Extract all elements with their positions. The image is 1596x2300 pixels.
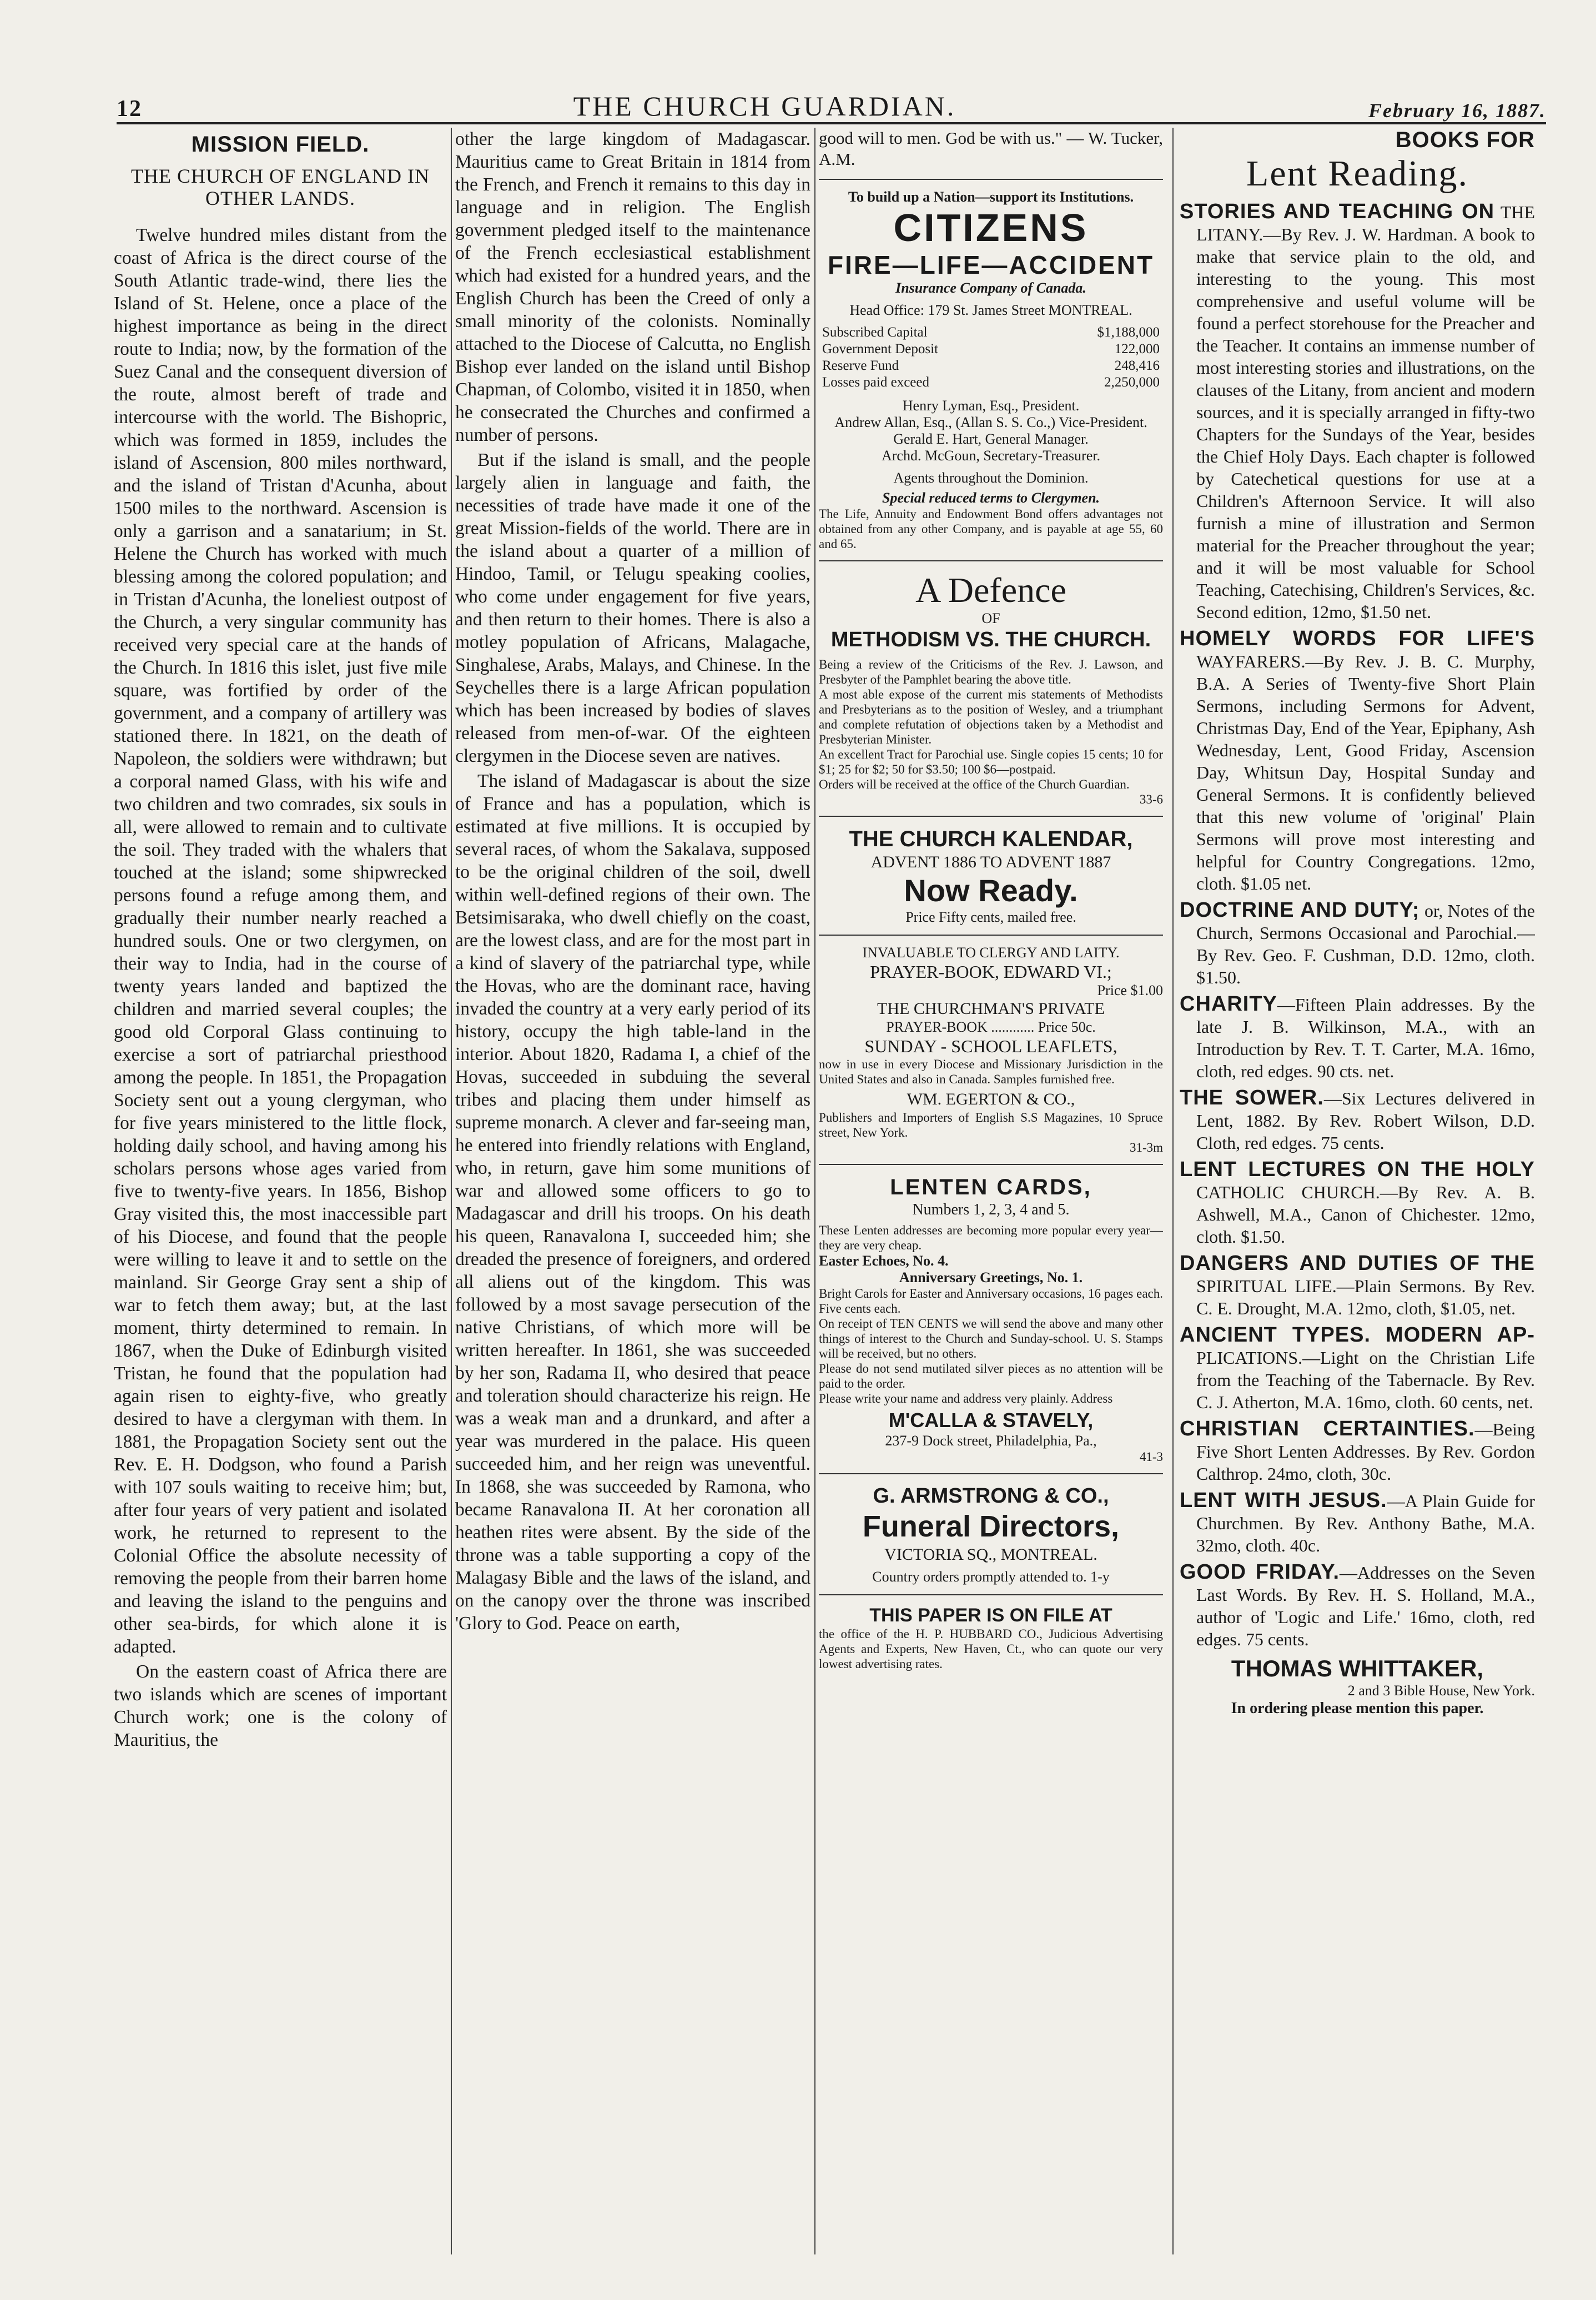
ad-company: Insurance Company of Canada. xyxy=(895,280,1086,296)
article-paragraph: other the large kingdom of Madagascar. Mauritius came to Great Britain in 1814 from the French, and French it remains to this day in language and in religion. The English government pledged itself to the maintenance of the French ecclesiastical establishment which had existed for a hundred years, and the English Church has been the Creed of only a small minority of the colonists. Nominally attached to the Diocese of Calcutta, no English Bishop ever landed on the island until Bishop Chapman, of Colombo, visited it in 1850, when he consecrated the Churches and confirmed a number of persons. xyxy=(455,129,810,445)
ad-firm: G. ARMSTRONG & CO., xyxy=(873,1484,1109,1508)
book-entry xyxy=(1180,1418,1535,1485)
book-title: CHARITY xyxy=(1180,992,1277,1016)
book-entry xyxy=(1180,1561,1535,1650)
ad-line: SUNDAY - SCHOOL LEAFLETS, xyxy=(864,1036,1117,1056)
ad-firm: M'CALLA & STAVELY, xyxy=(888,1409,1094,1432)
divider xyxy=(819,816,1163,817)
figure-label: Losses paid exceed xyxy=(822,375,929,390)
ad-officer: Henry Lyman, Esq., President. xyxy=(902,398,1080,414)
divider xyxy=(819,935,1163,936)
book-title: LENT WITH JESUS. xyxy=(1180,1489,1387,1512)
ad-description: now in use in every Diocese and Missionary Jurisdiction in the United States and also in Canada. Samples furnished free. xyxy=(819,1057,1163,1086)
article-paragraph: But if the island is small, and the people largely alien in language and faith, the necessities of trade have made it one of the great Mission-fields of the world. There are in the island about a quarter of a million of Hindoo, Tamil, or Telugu speaking coolies, who come under engagement for five years, and then return to their homes. There is also a motley population of Africans, Malagache, Singhalese, Arabs, Malays, and Chinese. In the Seychelles there is a large African population which has been increased by bodies of slaves released from men-of-war. Of the eighteen clergymen in the Diocese seven are natives. xyxy=(455,450,810,766)
book-title: STORIES AND TEACHING ON xyxy=(1180,200,1495,223)
book-title: GOOD FRIDAY. xyxy=(1180,1560,1340,1584)
ad-header-small: BOOKS FOR xyxy=(1395,128,1535,152)
ad-description: the office of the H. P. HUBBARD CO., Judicious Advertising Agents and Experts, New Haven, Ct., who can quote our very lowest advertising rates. xyxy=(819,1627,1163,1671)
book-description: SPIRITUAL LIFE.—Plain Sermons. By Rev. C. E. Drought, M.A. 12mo, cloth, $1.05, net. xyxy=(1196,1276,1535,1318)
publisher-address: 2 and 3 Bible House, New York. xyxy=(1347,1683,1535,1699)
ad-line: PRAYER-BOOK, EDWARD VI.; xyxy=(870,962,1112,982)
book-description: PLICATIONS.—Light on the Christian Life from the Teaching of the Tabernacle. By Rev. C. J. Atherton, M.A. 16mo, cloth. 60 cents, net. xyxy=(1196,1348,1535,1412)
book-entry xyxy=(1180,627,1535,895)
ad-price: Price $1.00 xyxy=(1097,982,1163,998)
issue-date: February 16, 1887. xyxy=(1368,99,1546,122)
book-title: ANCIENT TYPES. MODERN AP- xyxy=(1180,1323,1535,1347)
column-article-continued xyxy=(455,128,810,2238)
book-title: DOCTRINE AND DUTY; xyxy=(1180,898,1420,922)
ad-citizens-insurance xyxy=(819,189,1163,551)
book-description: WAYFARERS.—By Rev. J. B. C. Murphy, B.A. A Series of Twenty-five Short Plain Sermons, including Sermons for Advent, Christmas Day, End of the Year, Epiphany, Ash Wednesday, Lent, Good Friday, Ascension Day, Whitsun Day, Hospital Sunday and General Sermons. It is confidently believed that this new volume of 'original' Plain Sermons will prove most interesting and helpful for Country Congregations. 12mo, cloth. $1.05 net. xyxy=(1196,651,1535,893)
ad-description: Publishers and Importers of English S.S Magazines, 10 Spruce street, New York. xyxy=(819,1111,1163,1139)
ad-code: 31-3m xyxy=(1129,1141,1163,1154)
publisher-footer: In ordering please mention this paper. xyxy=(1231,1700,1484,1717)
ad-lines: FIRE—LIFE—ACCIDENT xyxy=(827,250,1155,279)
ad-title: LENTEN CARDS, xyxy=(890,1175,1092,1199)
ad-code: 41-3 xyxy=(1139,1450,1163,1464)
ad-line: Anniversary Greetings, No. 1. xyxy=(899,1269,1083,1285)
ad-description: An excellent Tract for Parochial use. Single copies 15 cents; 10 for $1; 25 for $2; 50 for $3.50; 100 $6—postpaid. xyxy=(819,747,1163,776)
ad-ready: Now Ready. xyxy=(904,873,1078,908)
divider xyxy=(819,1164,1163,1165)
divider xyxy=(819,560,1163,561)
ad-officer: Gerald E. Hart, General Manager. xyxy=(893,431,1089,447)
ad-this-paper xyxy=(819,1604,1163,1671)
ad-title: THE CHURCH KALENDAR, xyxy=(849,827,1133,851)
book-entry xyxy=(1180,1324,1535,1413)
ad-code: 1-y xyxy=(1090,1569,1110,1585)
column-rule xyxy=(814,128,815,2254)
ad-address: VICTORIA SQ., MONTREAL. xyxy=(884,1545,1097,1564)
book-title: LENT LECTURES ON THE HOLY xyxy=(1180,1158,1535,1181)
figure-value: 2,250,000 xyxy=(1104,375,1160,390)
column-rule xyxy=(451,128,452,2254)
ad-figure-row xyxy=(822,374,1160,391)
article-paragraph: Twelve hundred miles distant from the coast of Africa is the direct course of the South Atlantic trade-wind, there lies the Island of St. Helene, once a place of the highest importance as being in the direct route to India; now, by the formation of the Suez Canal and the consequent diversion of the route, almost bereft of trade and intercourse with the world. The Bishopric, which was formed in 1859, includes the island of Ascension, 800 miles northward, and the island of Tristan d'Acunha, about 1500 miles to the northward. Ascension is only a garrison and a sanatarium; in St. Helene the Church has worked with much blessing among the colored population; and in Tristan d'Acunha, the loneliest outpost of the Church, a very singular community has received very special care at the hands of the Church. In 1816 this islet, just five mile square, was fortified by order of the government, and a company of artillery was stationed there. In 1821, on the death of Napoleon, the soldiers were withdrawn; but a corporal named Glass, with his wife and two children and two comrades, six souls in all, were allowed to remain and to cultivate the soil. They traded with the whalers that touched at the island; some shipwrecked persons found a refuge among them, and gradually their number nearly reached a hundred souls. One or two clergymen, on their way to India, had in the course of twenty years landed and baptized the children and married several couples; the good old Corporal Glass continuing to exercise a sort of patriarchal priesthood among the people. In 1851, the Propagation Society sent out a young clergyman, who for five years ministered to the little flock, holding daily school, and having among his scholars persons whose ages varied from five to twenty-five years. In 1856, Bishop Gray visited this, the most inaccessible part of his Diocese, and found that the people were willing to leave it and to settle on the mainland. Sir George Gray sent a ship of war to fetch them away; but, at the last moment, thirty determined to remain. In 1867, when the Duke of Edinburgh visited Tristan, he found that the population had again risen to eighty-five, who greatly desired to have a clergyman with them. In 1881, the Propagation Society sent out the Rev. E. H. Dodgson, who found a Parish with 107 souls waiting to receive him; but, after four years of very patient and isolated work, he returned to represent to the Colonial Office the absolute necessity of removing the people from their barren home and leaving the island to the penguins and other sea-birds, for which alone it is adapted. xyxy=(114,225,447,1657)
article-title: THE CHURCH OF ENGLAND IN OTHER LANDS. xyxy=(131,165,430,209)
ad-description: Orders will be received at the office of the Church Guardian. xyxy=(819,777,1130,791)
divider xyxy=(819,1473,1163,1474)
divider xyxy=(819,1594,1163,1595)
ad-figure-row xyxy=(822,358,1160,374)
column-rule xyxy=(1172,128,1174,2254)
ad-defence-methodism xyxy=(819,570,1163,807)
ad-agents: Agents throughout the Dominion. xyxy=(893,470,1089,486)
ad-firm: WM. EGERTON & CO., xyxy=(907,1090,1075,1108)
column-advertisements xyxy=(819,128,1163,2238)
newspaper-title: THE CHURCH GUARDIAN. xyxy=(573,91,956,122)
book-entry xyxy=(1180,899,1535,988)
ad-lenten-cards xyxy=(819,1174,1163,1464)
ad-description: These Lenten addresses are becoming more popular every year—they are very cheap. xyxy=(819,1223,1163,1252)
ad-church-kalendar xyxy=(819,826,1163,926)
ad-business: Funeral Directors, xyxy=(862,1510,1120,1543)
ad-line: Easter Echoes, No. 4. xyxy=(819,1253,949,1269)
figure-value: 122,000 xyxy=(1114,342,1160,356)
ad-office: Head Office: 179 St. James Street MONTREAL. xyxy=(849,302,1132,318)
ad-line: PRAYER-BOOK ............ Price 50c. xyxy=(886,1019,1096,1035)
ad-address: 237-9 Dock street, Philadelphia, Pa., xyxy=(885,1433,1097,1449)
publisher-name: THOMAS WHITTAKER, xyxy=(1231,1655,1484,1681)
book-description: —Fifteen Plain addresses. By the late J. B. Wilkinson, M.A., with an Introduction by Rev. T. T. Carter, M.A. 16mo, cloth, red edges. 90 cts. net. xyxy=(1196,995,1535,1081)
book-description: —Being Five Short Lenten Addresses. By Rev. Gordon Calthrop. 24mo, cloth, 30c. xyxy=(1196,1419,1535,1484)
ad-officer: Archd. McGoun, Secretary-Treasurer. xyxy=(882,448,1100,464)
ad-line: THE CHURCHMAN'S PRIVATE xyxy=(877,1000,1105,1018)
ad-code: 33-6 xyxy=(1139,792,1163,806)
book-entry xyxy=(1180,1489,1535,1556)
ad-header-big: Lent Reading. xyxy=(1246,153,1468,194)
ad-line: Numbers 1, 2, 3, 4 and 5. xyxy=(912,1201,1070,1218)
page-number: 12 xyxy=(117,96,142,122)
figure-label: Reserve Fund xyxy=(822,358,899,373)
ad-title: A Defence xyxy=(915,570,1066,610)
ad-tagline: To build up a Nation—support its Institutions. xyxy=(848,189,1134,205)
book-title: THE SOWER. xyxy=(1180,1086,1324,1109)
column-mission-field xyxy=(114,128,447,2238)
book-title: HOMELY WORDS FOR LIFE'S xyxy=(1180,627,1535,650)
ad-special-terms: Special reduced terms to Clergymen. xyxy=(882,490,1100,506)
ad-description: Please do not send mutilated silver pieces as no attention will be paid to the order. xyxy=(819,1362,1163,1390)
book-title: DANGERS AND DUTIES OF THE xyxy=(1180,1252,1535,1275)
ad-line: INVALUABLE TO CLERGY AND LAITY. xyxy=(862,945,1120,961)
book-description: —Addresses on the Seven Last Words. By Rev. H. S. Holland, M.A., author of 'Logic and Life.' 16mo, cloth, red edges. 75 cents. xyxy=(1196,1563,1535,1649)
book-description: —A Plain Guide for Churchmen. By Rev. Anthony Bathe, M.A. 32mo, cloth. 40c. xyxy=(1196,1491,1535,1555)
figure-value: 248,416 xyxy=(1114,358,1160,373)
book-entry xyxy=(1180,1087,1535,1154)
article-paragraph: The island of Madagascar is about the size of France and has a population, which is estimated at five millions. It is occupied by several races, of whom the Sakalava, supposed to be the original children of the soil, dwell within well-defined regions of their own. The Betsimisaraka, who dwell chiefly on the coast, are the lowest class, and are for the most part in a kind of slavery of the patriarchal type, while the Hovas, who are the dominant race, having invaded the country at a very early period of its history, occupy the high table-land in the interior. About 1820, Radama I, a chief of the Hovas, succeeded in subduing the several tribes and placing them under himself as supreme monarch. A clever and far-seeing man, he entered into friendly relations with England, who, in return, gave him some munitions of war and allowed some officers to go to Madagascar and drill his troops. On his death his queen, Ranavalona I, succeeded him; she dreaded the presence of foreigners, and ordered all aliens out of the kingdom. This was followed by a most savage persecution of the native Christians, of which more will be written hereafter. In 1861, she was succeeded by her son, Radama II, who desired that peace and toleration should characterize his reign. He was a weak man and a drunkard, and after a year was murdered in the palace. His queen succeeded him, and her reign was uneventful. In 1868, she was succeeded by Ramona, who became Ranavalona II. At her coronation all heathen rites were absent. By the side of the throne was a table supporting a copy of the Malagasy Bible and the laws of the island, and on the canopy over the throne was inscribed 'Glory to God. Peace on earth, xyxy=(455,771,810,1634)
ad-description: On receipt of TEN CENTS we will send the above and many other things of interest to the Church and Sunday-school. U. S. Stamps will be received, but no others. xyxy=(819,1317,1163,1360)
figure-label: Subscribed Capital xyxy=(822,325,928,340)
figure-value: $1,188,000 xyxy=(1097,325,1160,340)
book-description: or, Notes of the Church, Sermons Occasional and Parochial.—By Rev. Geo. F. Cushman, D.D. 12mo, cloth. $1.50. xyxy=(1196,901,1535,987)
ad-advent: ADVENT 1886 TO ADVENT 1887 xyxy=(870,853,1111,871)
section-heading: MISSION FIELD. xyxy=(191,132,370,157)
ad-description: Being a review of the Criticisms of the Rev. J. Lawson, and Presbyter of the Pamphlet bearing the above title. xyxy=(819,657,1163,686)
ad-price: Price Fifty cents, mailed free. xyxy=(905,909,1076,925)
book-entry xyxy=(1180,200,1535,623)
ad-description: Please write your name and address very plainly. Address xyxy=(819,1392,1113,1405)
ad-note: The Life, Annuity and Endowment Bond offers advantages not obtained from any other Company, and is payable at age 55, 60 and 65. xyxy=(819,507,1163,551)
column-books-for-lent xyxy=(1180,128,1535,2238)
book-entry xyxy=(1180,993,1535,1082)
ad-company-name: CITIZENS xyxy=(893,206,1089,249)
book-title: CHRISTIAN CERTAINTIES. xyxy=(1180,1417,1475,1440)
ad-line: Country orders promptly attended to. xyxy=(872,1569,1087,1585)
book-entry xyxy=(1180,1252,1535,1319)
article-ending: good will to men. God be with us." — W. Tucker, A.M. xyxy=(819,128,1163,169)
divider xyxy=(819,179,1163,180)
masthead xyxy=(117,83,1546,124)
book-entry xyxy=(1180,1158,1535,1248)
ad-of: OF xyxy=(981,610,1000,626)
ad-description: Bright Carols for Easter and Anniversary occasions, 16 pages each. Five cents each. xyxy=(819,1287,1163,1315)
ad-figure-row xyxy=(822,324,1160,341)
ad-subject: METHODISM VS. THE CHURCH. xyxy=(830,628,1151,651)
ad-description: A most able expose of the current mis statements of Methodists and Presbyterians as to the position of Wesley, and a triumphant and complete refutation of objections taken by a Methodist and Presbyterian Minister. xyxy=(819,687,1163,746)
book-description: CATHOLIC CHURCH.—By Rev. A. B. Ashwell, M.A., Canon of Chichester. 12mo, cloth. $1.50. xyxy=(1196,1182,1535,1247)
ad-title: THIS PAPER IS ON FILE AT xyxy=(869,1605,1112,1626)
ad-armstrong-funeral xyxy=(819,1483,1163,1585)
ad-figure-row xyxy=(822,341,1160,358)
ad-egerton xyxy=(819,945,1163,1155)
article-paragraph: On the eastern coast of Africa there are two islands which are scenes of important Church work; one is the colony of Mauritius, the xyxy=(114,1661,447,1750)
book-description: THE LITANY.—By Rev. J. W. Hardman. A book to make that service plain to the old, and interesting to the young. This most comprehensive and useful volume will be found a perfect storehouse for the Preacher and the Teacher. It contains an immense number of most interesting stories and illustrations, on the clauses of the Litany, from ancient and modern sources, and it is specially arranged in fifty-two Chapters for the Sundays of the Year, besides the Chief Holy Days. Each chapter is followed by Catechetical questions for use at a Children's Afternoon Service. It will also furnish a mine of illustration and Sermon material for the Preacher throughout the year; and it will be most valuable for School Teaching, Catechising, Children's Services, &c. Second edition, 12mo, $1.50 net. xyxy=(1196,202,1535,622)
figure-label: Government Deposit xyxy=(822,342,938,356)
ad-officer: Andrew Allan, Esq., (Allan S. S. Co.,) Vice-President. xyxy=(834,414,1147,430)
book-description: —Six Lectures delivered in Lent, 1882. By Rev. Robert Wilson, D.D. Cloth, red edges. 75 cents. xyxy=(1196,1088,1535,1153)
